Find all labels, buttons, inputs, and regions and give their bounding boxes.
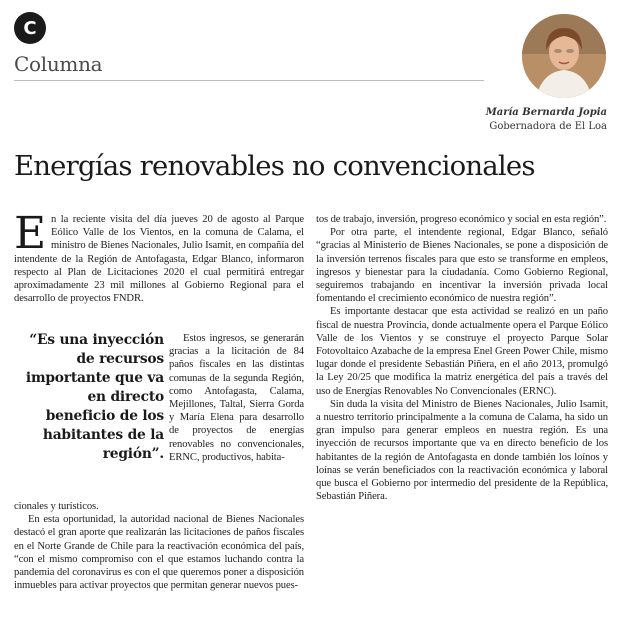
section-title: Columna: [14, 52, 103, 76]
article-paragraph: En esta oportunidad, la autoridad nacional de Bienes Nacionales destacó el gran aporte que realizarán las licitaciones de paños fiscales en el Norte Grande de Chile para la reactivación económica del país, “con el mismo compromiso con el que estamos luchando contra la pandemia del coronavirus es con el que queremos poner a disposición inmuebles para activar proyectos que permitan generar nuevos pues-: [14, 514, 304, 592]
article-paragraph: En la reciente visita del día jueves 20 de agosto al Parque Eólico Valle de los Vientos, en la comuna de Calama, el ministro de Bienes Nacionales, Julio Isamit, en compañía del intendente de la Región de Antofagasta, Edgar Blanco, informaron respecto al Plan de Licitaciones 2020 el cual permitirá entregar aproximadamente 23 mil millones al Gobierno Regional para el desarrollo de proyectos FNDR.: [14, 208, 304, 305]
author-name: María Bernarda Jopia: [485, 107, 607, 118]
article-paragraph: tos de trabajo, inversión, progreso económico y social en esta región”.: [316, 214, 607, 225]
pull-quote: “Es una inyección de recursos importante que va en directo beneficio de los habitantes de la región”.: [25, 332, 164, 462]
article-column-1-side: [169, 332, 304, 464]
article-column-2: [316, 213, 608, 503]
article-headline: Energías renovables no convencionales: [14, 150, 535, 182]
article-paragraph: cionales y turísticos.: [14, 501, 99, 512]
article-column-1-top: [14, 208, 304, 305]
article-paragraph: Sin duda la visita del Ministro de Bienes Nacionales, Julio Isamit, a nuestro territorio principalmente a la comuna de Calama, ha sido un gran impulso para generar empleos en nuestra región. Es una inyección de recursos importante que va en directo beneficio de los habitantes de la región de Antofagasta en donde también los loínos y loínas se verán beneficiados con la reactivación económica y laboral que busca el Gobierno por intermedio del presidente de la República, Sebastián Piñera.: [316, 398, 608, 503]
author-portrait-icon: [522, 14, 606, 98]
article-paragraph: Es importante destacar que esta actividad se realizó en un paño fiscal de nuestra Provincia, donde actualmente opera el Parque Eólico Valle de los Vientos y se construye el proyecto Parque Solar Fotovoltaico Azabache de la empresa Enel Green Power Chile, mismo lugar donde el presidente Sebastián Piñera, en el año 2013, promulgó la Ley 20/25 que modifica la matriz energética del país a través del uso de Energías Renovables No Convencionales (ERNC).: [316, 306, 608, 397]
author-role: Gobernadora de El Loa: [489, 121, 607, 132]
article-paragraph: Estos ingresos, se generarán gracias a la licitación de 84 paños fiscales en las distintas comunas de la segunda Región, como Antofagasta, Calama, Mejillones, Taltal, Sierra Gorda y María Elena para desarrollo de proyectos de energías renovables no convencionales, ERNC, productivos, habita-: [169, 333, 304, 463]
column-badge: C: [14, 12, 46, 44]
article-column-1-bottom: [14, 500, 304, 592]
article-paragraph: Por otra parte, el intendente regional, Edgar Blanco, señaló “gracias al Ministerio de Bienes Nacionales, se pone a disposición de la inversión terrenos fiscales para que esto se transforme en empleos, ingresos y bienestar para la ciudadanía. Como Gobierno Regional, seguiremos trabajando en incentivar la inversión privada local fomentando el crecimiento económico de nuestra región”.: [316, 227, 608, 305]
author-photo: [522, 14, 606, 98]
section-divider: [14, 80, 484, 81]
